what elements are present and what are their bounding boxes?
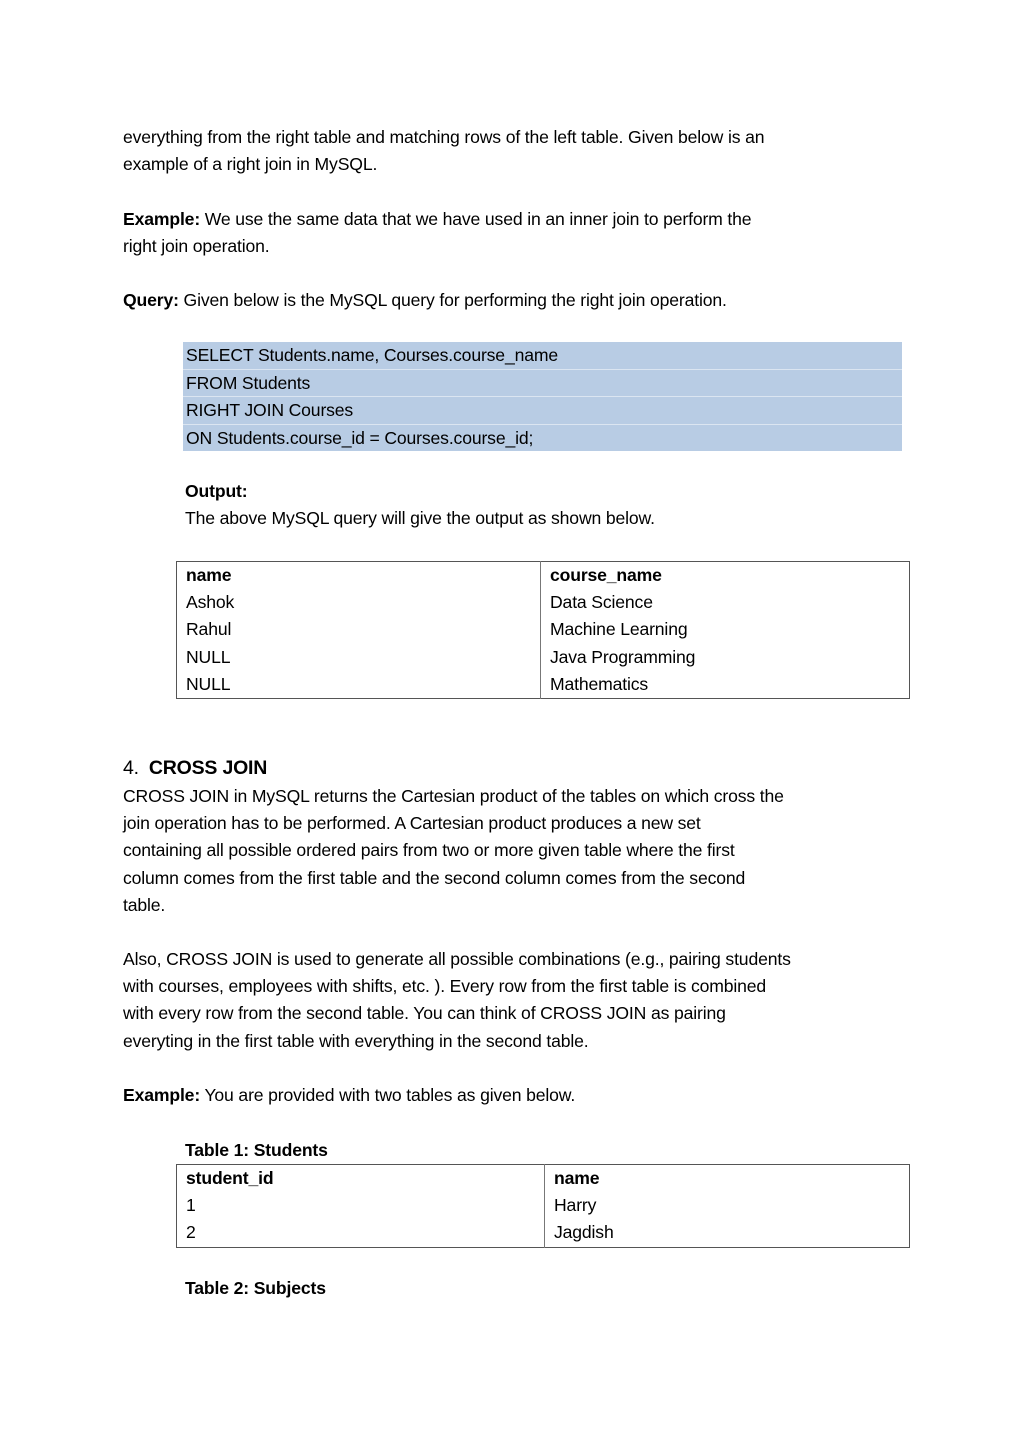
right-join-example-paragraph (123, 206, 908, 260)
table-header-row (177, 562, 910, 590)
query-description: Given below is the MySQL query for performing the right join operation. (178, 290, 727, 310)
text-line: right join operation. (123, 236, 270, 257)
text-line: Also, CROSS JOIN is used to generate all possible combinations (e.g., pairing students (123, 949, 791, 969)
example-description: You are provided with two tables as given below. (200, 1085, 576, 1105)
column-header-name: name (186, 565, 232, 585)
table-header-row (177, 1165, 910, 1193)
right-join-intro-paragraph (123, 124, 908, 178)
section-number: 4. (123, 757, 139, 779)
table-row (177, 671, 910, 699)
output-label: Output: (185, 481, 248, 501)
cell-name: Jagdish (545, 1219, 910, 1247)
text-line: join operation has to be performed. A Cartesian product produces a new set (123, 813, 701, 834)
code-line: ON Students.course_id = Courses.course_id; (186, 427, 534, 448)
cell-name: Harry (545, 1192, 910, 1219)
table2-caption: Table 2: Subjects (185, 1278, 326, 1298)
table-row (177, 1192, 910, 1219)
query-paragraph (123, 287, 908, 314)
cell-course-name: Data Science (541, 589, 910, 616)
cross-join-definition-paragraph (123, 783, 908, 919)
sql-code-block (183, 342, 902, 451)
table-row (177, 616, 910, 643)
table-row (177, 589, 910, 616)
output-description: The above MySQL query will give the output as shown below. (185, 508, 655, 529)
text-line: column comes from the first table and the second column comes from the second (123, 867, 746, 888)
text-line: everyting in the first table with everything in the second table. (123, 1030, 589, 1051)
text-line: everything from the right table and matching rows of the left table. Given below is an (123, 127, 765, 147)
table-row (177, 644, 910, 671)
cell-name: Rahul (186, 619, 232, 640)
cell-name: Ashok (186, 592, 235, 613)
table1-caption: Table 1: Students (185, 1140, 328, 1160)
cross-join-example-paragraph (123, 1082, 908, 1109)
output-block (185, 478, 655, 532)
text-line: with courses, employees with shifts, etc. ). Every row from the first table is combined (123, 976, 767, 997)
students-table (176, 1164, 910, 1248)
text-line: example of a right join in MySQL. (123, 154, 378, 175)
section-title: CROSS JOIN (148, 757, 268, 779)
cell-name: NULL (186, 673, 231, 694)
example-label: Example: (123, 1085, 201, 1105)
cell-name: NULL (186, 646, 231, 667)
column-header-student-id: student_id (186, 1168, 274, 1188)
cell-course-name: Java Programming (541, 644, 910, 671)
cell-student-id: 1 (186, 1195, 196, 1216)
text-line: We use the same data that we have used in an inner join to perform the (200, 209, 752, 229)
column-header-course-name: course_name (541, 562, 910, 590)
code-line: FROM Students (183, 370, 902, 398)
code-line: SELECT Students.name, Courses.course_name (183, 342, 902, 370)
example-label: Example: (123, 209, 201, 229)
cell-student-id: 2 (186, 1222, 196, 1243)
cross-join-usage-paragraph (123, 946, 908, 1055)
text-line: table. (123, 894, 166, 915)
text-line: with every row from the second table. You can think of CROSS JOIN as pairing (123, 1003, 726, 1024)
table-row (177, 1219, 910, 1247)
cell-course-name: Machine Learning (541, 616, 910, 643)
query-label: Query: (123, 290, 179, 310)
column-header-name: name (545, 1165, 910, 1193)
text-line: CROSS JOIN in MySQL returns the Cartesian product of the tables on which cross the (123, 786, 784, 806)
cell-course-name: Mathematics (541, 671, 910, 699)
text-line: containing all possible ordered pairs from two or more given table where the first (123, 840, 735, 861)
cross-join-heading (123, 754, 267, 782)
code-line: RIGHT JOIN Courses (183, 397, 902, 425)
right-join-output-table (176, 561, 910, 699)
